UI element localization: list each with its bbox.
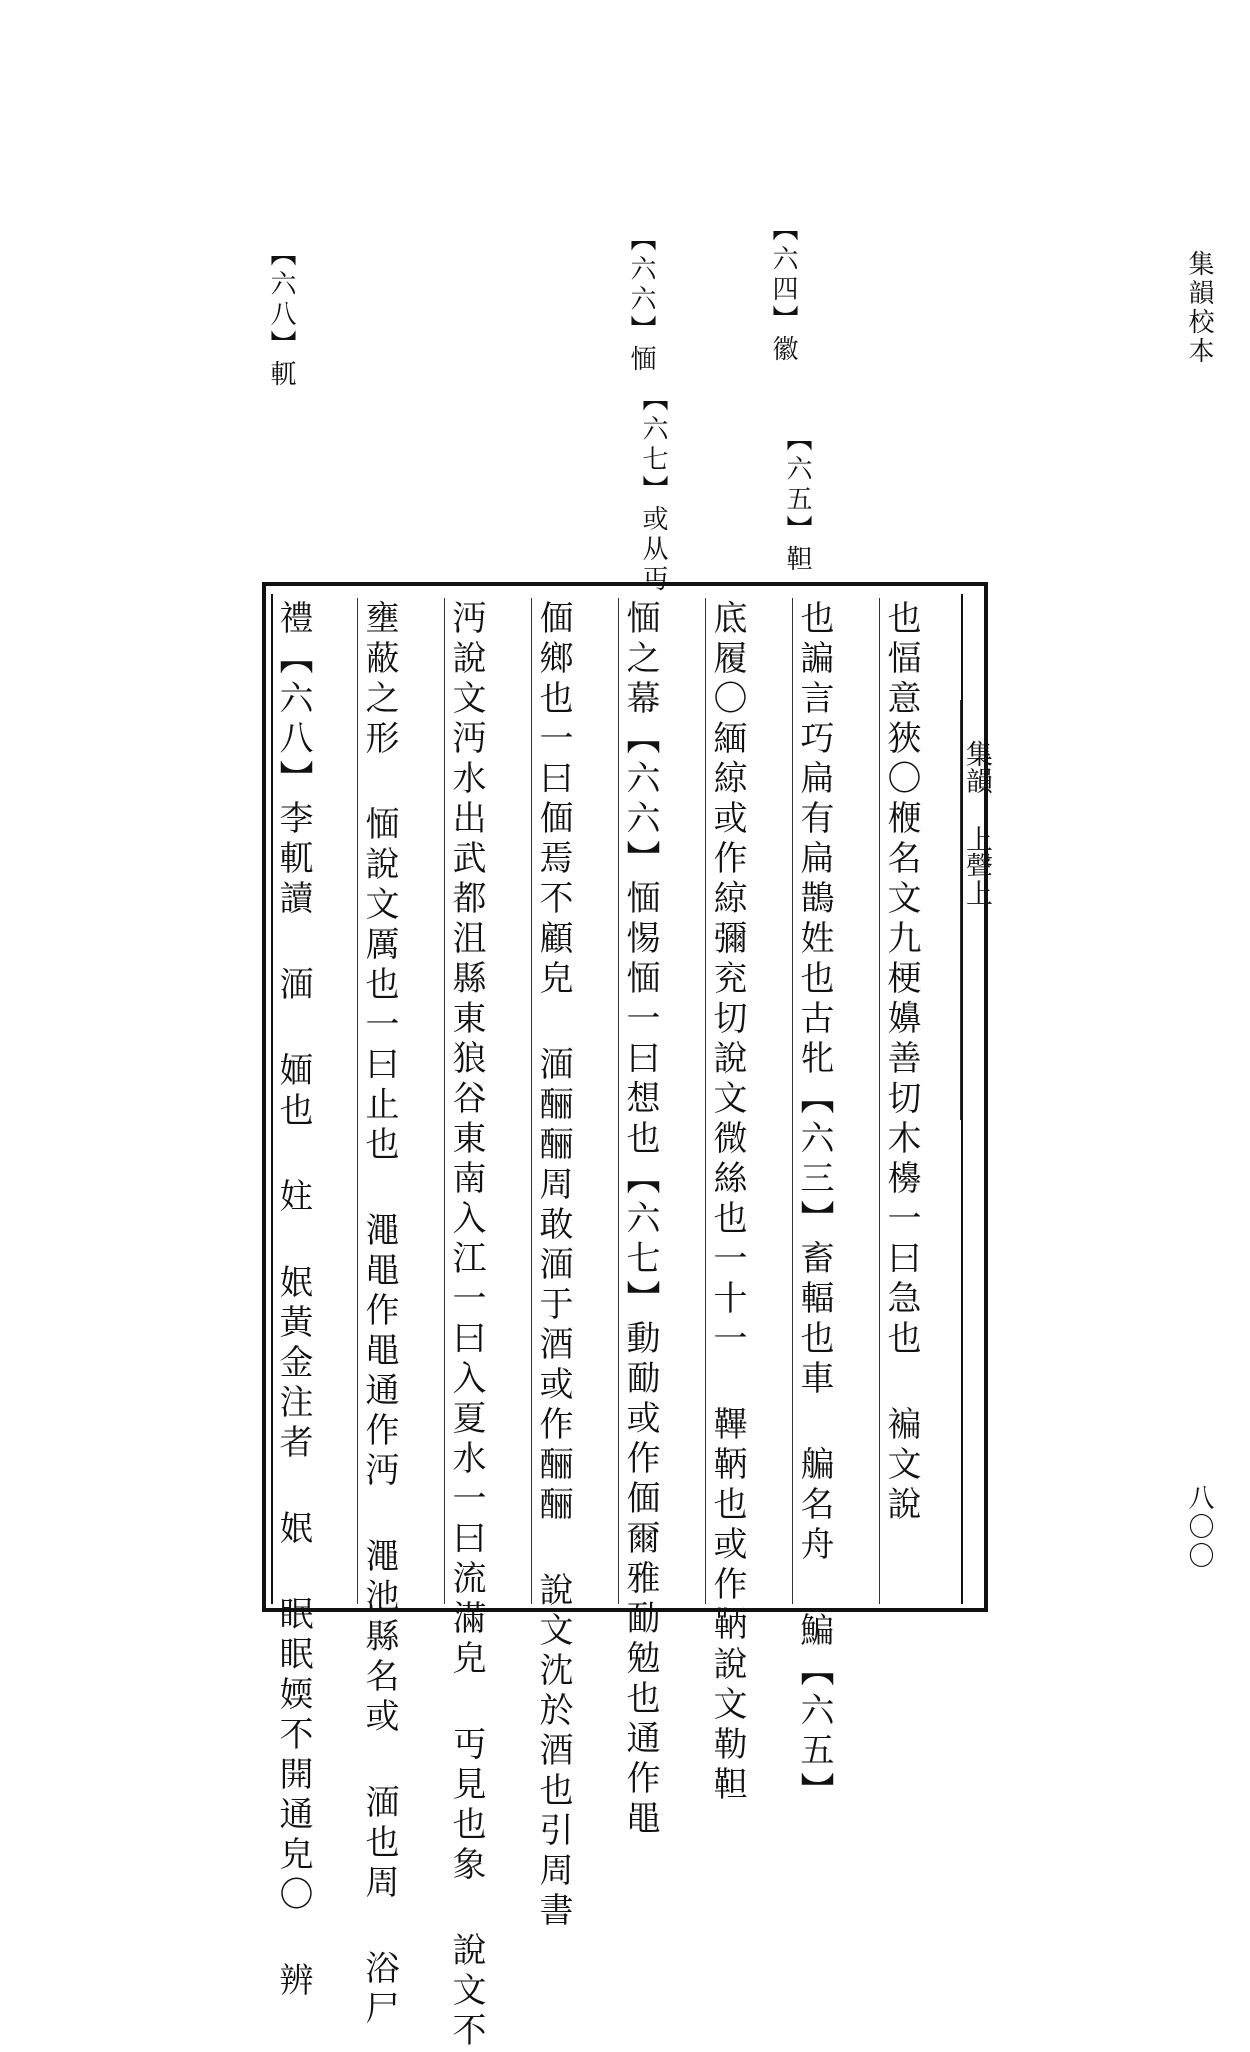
collation-note-65: 【六五】靼 (782, 425, 812, 575)
text-column-3 (707, 600, 798, 1806)
text-column-4 (620, 600, 711, 1840)
column-text: 偭鄉也一曰偭焉不顧皃 湎酾酾周敢湎于酒或作酾酾 說文沈於酒也引周書 (533, 600, 573, 1932)
column-text: 底履〇緬綡或作綡彌兖切說文微絲也一十一 鞸鞆也或作鞆說文勒靼 (707, 600, 747, 1806)
header-band-label: 集韻 上聲上 (961, 740, 992, 906)
column-text: 也愊意狹〇楩名文九梗嬶善切木櫋一曰急也 褊文說 (881, 600, 921, 1526)
column-text: 禮【六八】李軏讀 湎 媔也 妵 姄黃金注者 姄 眠眠媆不開通皃〇 辨 (273, 600, 313, 2002)
book-title: 集韻校本 (1184, 250, 1214, 366)
column-text: 壅蔽之形 愐說文厲也一曰止也 澠黽作黽通作沔 澠池縣名或 湎也周 浴尸 (359, 600, 399, 2030)
page-number: 八〇〇 (1184, 1484, 1214, 1571)
collation-note-67: 【六七】或从丏 (638, 385, 668, 595)
collation-note-66: 【六六】愐 (626, 225, 656, 375)
collation-note-64: 【六四】徽 (768, 215, 798, 365)
text-column-6 (446, 600, 537, 2052)
collation-note-68: 【六八】軏 (266, 240, 296, 390)
column-text: 也諞言巧扁有扁鵲姓也古牝【六三】畜輻也車 艑名舟 鯿【六五】 (794, 600, 834, 1812)
text-column-5 (533, 600, 624, 1932)
text-column-2 (794, 600, 885, 1812)
column-text: 沔說文沔水出武都沮縣東狼谷東南入江一曰入夏水一曰流滿皃 丏見也象 說文不 (446, 600, 486, 2052)
text-column-1 (881, 600, 972, 1602)
column-text: 愐之幕【六六】愐惕愐一曰想也【六七】動勔或作偭爾雅勔勉也通作黽 (620, 600, 660, 1840)
text-column-8 (273, 600, 364, 2002)
text-column-7 (359, 600, 450, 2030)
